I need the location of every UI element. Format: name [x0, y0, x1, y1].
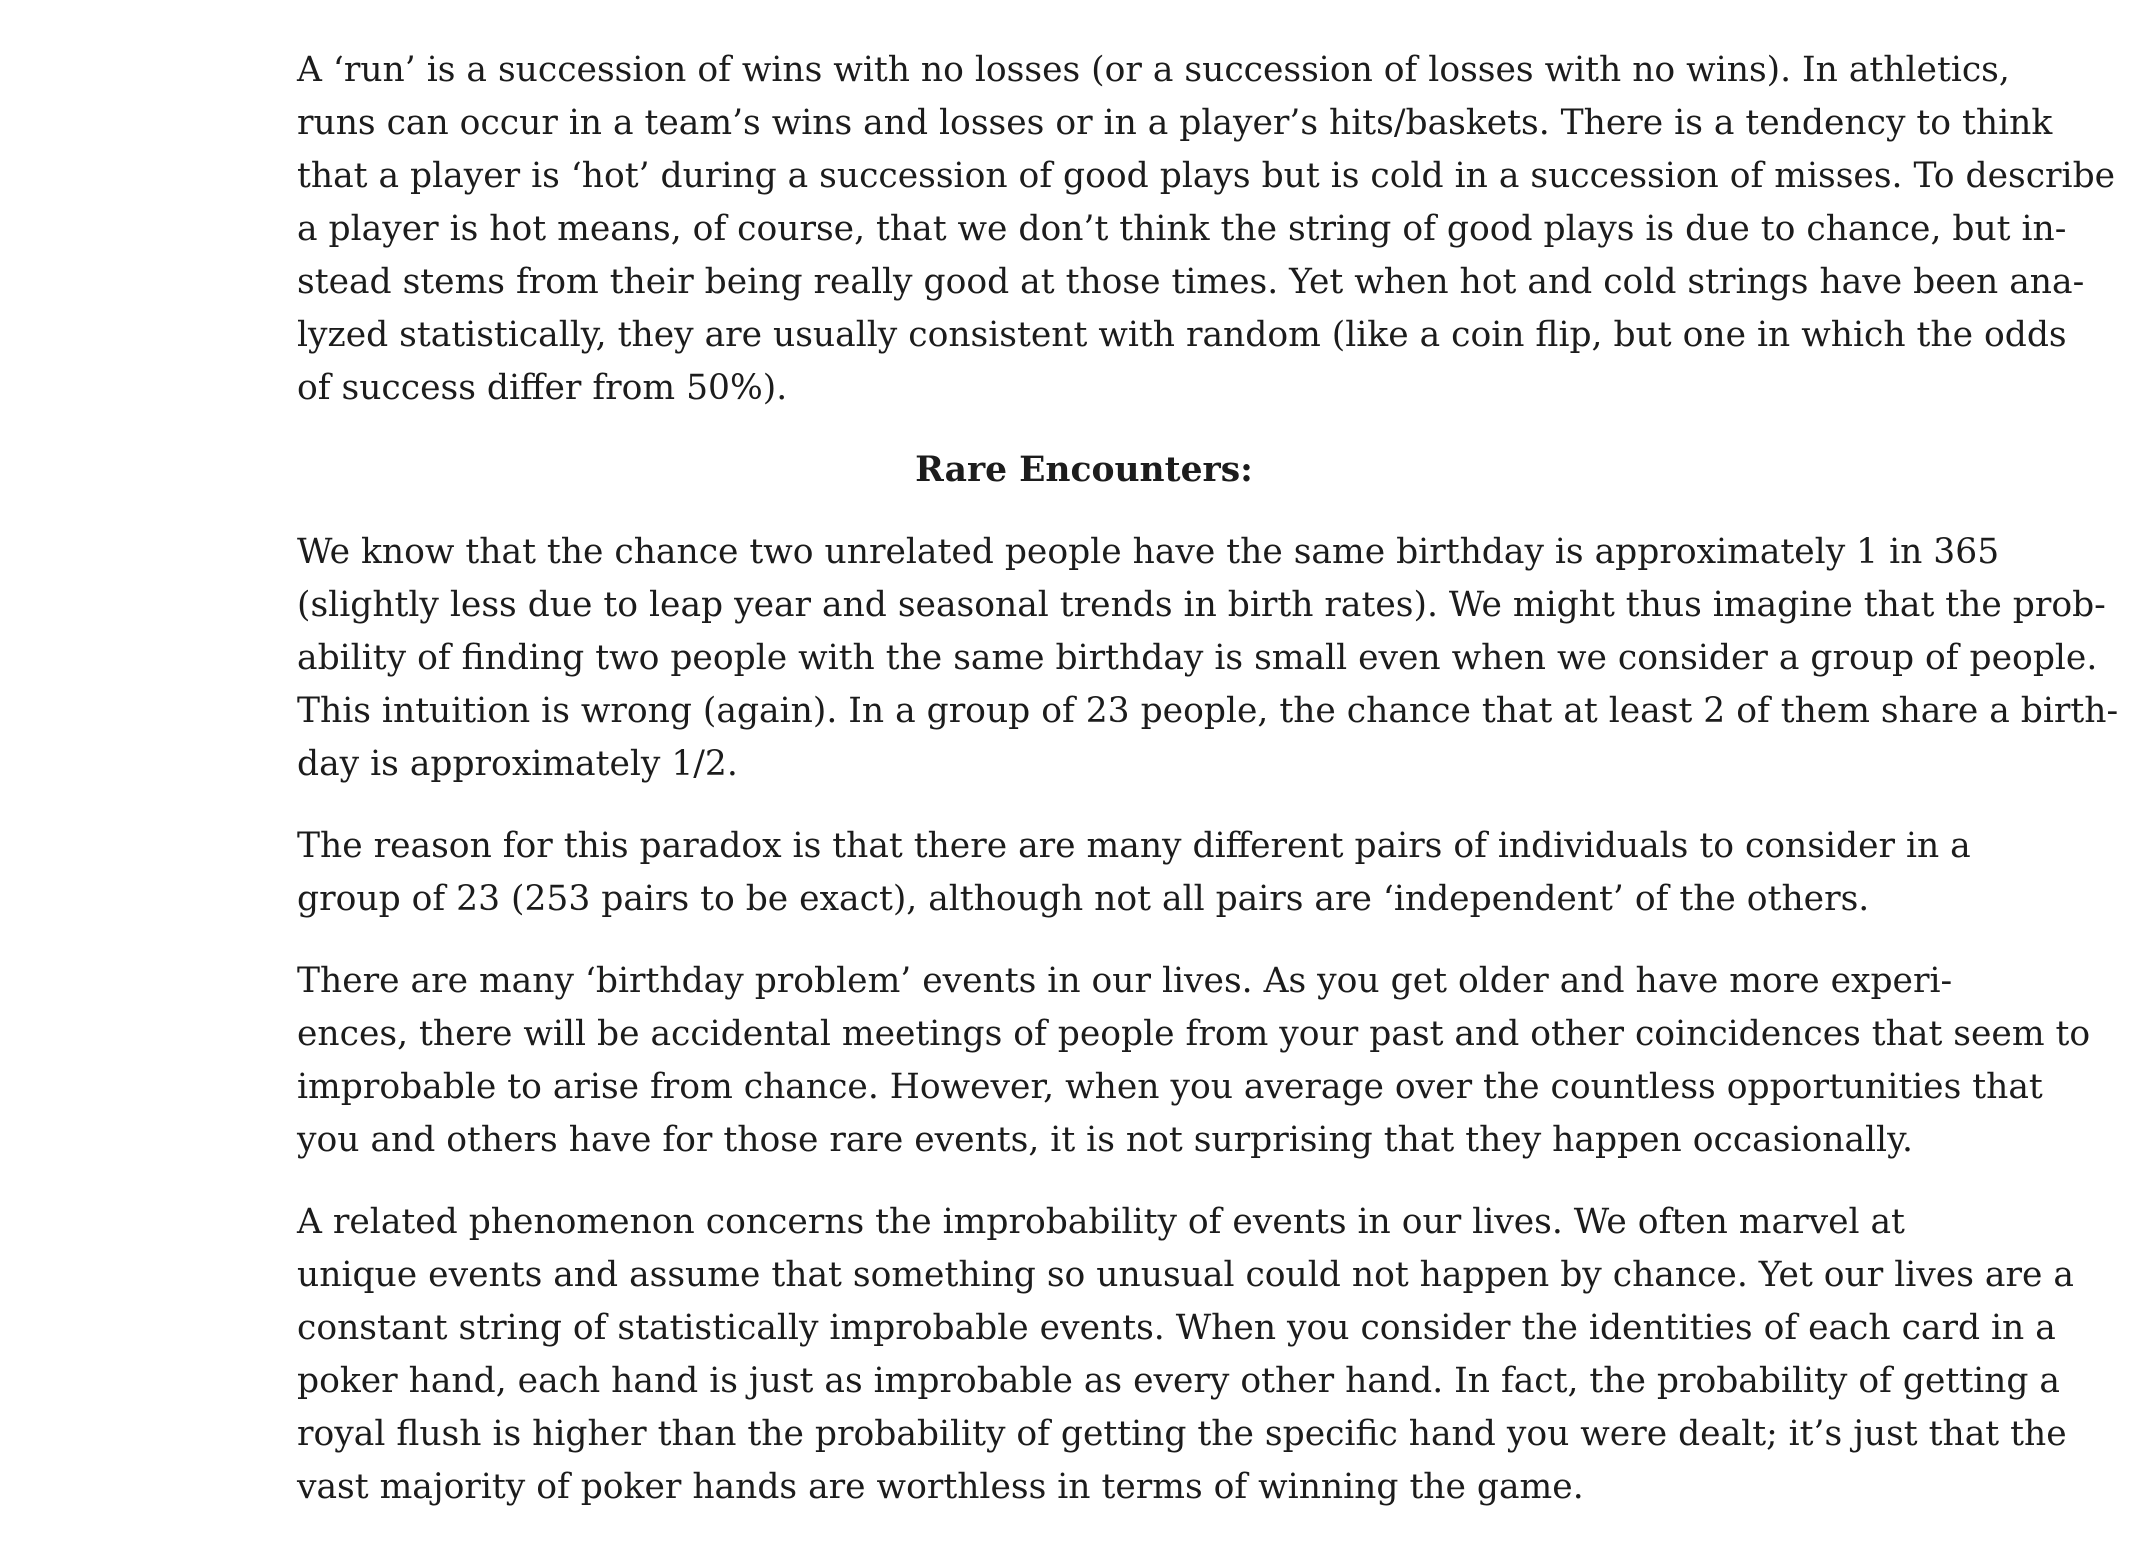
text-line: There are many ‘birthday problem’ events in our lives. As you get older and have more experi- [297, 961, 1953, 1001]
paragraph-runs [223, 44, 2116, 415]
text-line: of success differ from 50%). [297, 368, 788, 408]
text-line: We know that the chance two unrelated people have the same birthday is approximately 1 in 365 [297, 532, 2000, 572]
text-line: unique events and assume that something so unusual could not happen by chance. Yet our lives are a [297, 1255, 2074, 1295]
text-line: poker hand, each hand is just as improbable as every other hand. In fact, the probability of getting a [297, 1361, 2060, 1401]
text-line: royal flush is higher than the probability of getting the specific hand you were dealt; it’s just that the [297, 1414, 2067, 1454]
text-line: lyzed statistically, they are usually consistent with random (like a coin flip, but one in which the odds [297, 315, 2067, 355]
paragraph-paradox [223, 820, 1971, 926]
text-line: (slightly less due to leap year and seasonal trends in birth rates). We might thus imagine that the prob- [297, 585, 2106, 625]
text-line: stead stems from their being really good at those times. Yet when hot and cold strings have been ana- [297, 262, 2085, 302]
text-line: runs can occur in a team’s wins and losses or in a player’s hits/baskets. There is a tendency to think [297, 103, 2053, 143]
text-line: A ‘run’ is a succession of wins with no losses (or a succession of losses with no wins). In athletics, [297, 50, 2010, 90]
text-line: The reason for this paradox is that there are many different pairs of individuals to consider in a [297, 826, 1971, 866]
section-heading: Rare Encounters: [915, 450, 1253, 490]
text-line: ences, there will be accidental meetings of people from your past and other coincidences that seem to [297, 1014, 2091, 1054]
text-line: that a player is ‘hot’ during a succession of good plays but is cold in a succession of misses. To describe [297, 156, 2116, 196]
paragraph-improbability [223, 1196, 2074, 1514]
text-line: improbable to arise from chance. However, when you average over the countless opportunities that [297, 1067, 2043, 1107]
text-line: day is approximately 1/2. [297, 744, 738, 784]
paragraph-birthday [223, 526, 2119, 791]
text-line: you and others have for those rare events, it is not surprising that they happen occasionally. [297, 1120, 1913, 1160]
text-line: vast majority of poker hands are worthless in terms of winning the game. [297, 1467, 1584, 1507]
paragraph-birthday-problem-events [223, 955, 2091, 1167]
document-page [223, 44, 2119, 1543]
text-line: constant string of statistically improbable events. When you consider the identities of each card in a [297, 1308, 2056, 1348]
text-line: a player is hot means, of course, that we don’t think the string of good plays is due to chance, but in- [297, 209, 2067, 249]
text-line: This intuition is wrong (again). In a group of 23 people, the chance that at least 2 of them share a birth- [297, 691, 2119, 731]
text-line: A related phenomenon concerns the improbability of events in our lives. We often marvel at [297, 1202, 1905, 1242]
text-line: ability of finding two people with the same birthday is small even when we consider a group of people. [297, 638, 2098, 678]
text-line: group of 23 (253 pairs to be exact), although not all pairs are ‘independent’ of the others. [297, 879, 1870, 919]
